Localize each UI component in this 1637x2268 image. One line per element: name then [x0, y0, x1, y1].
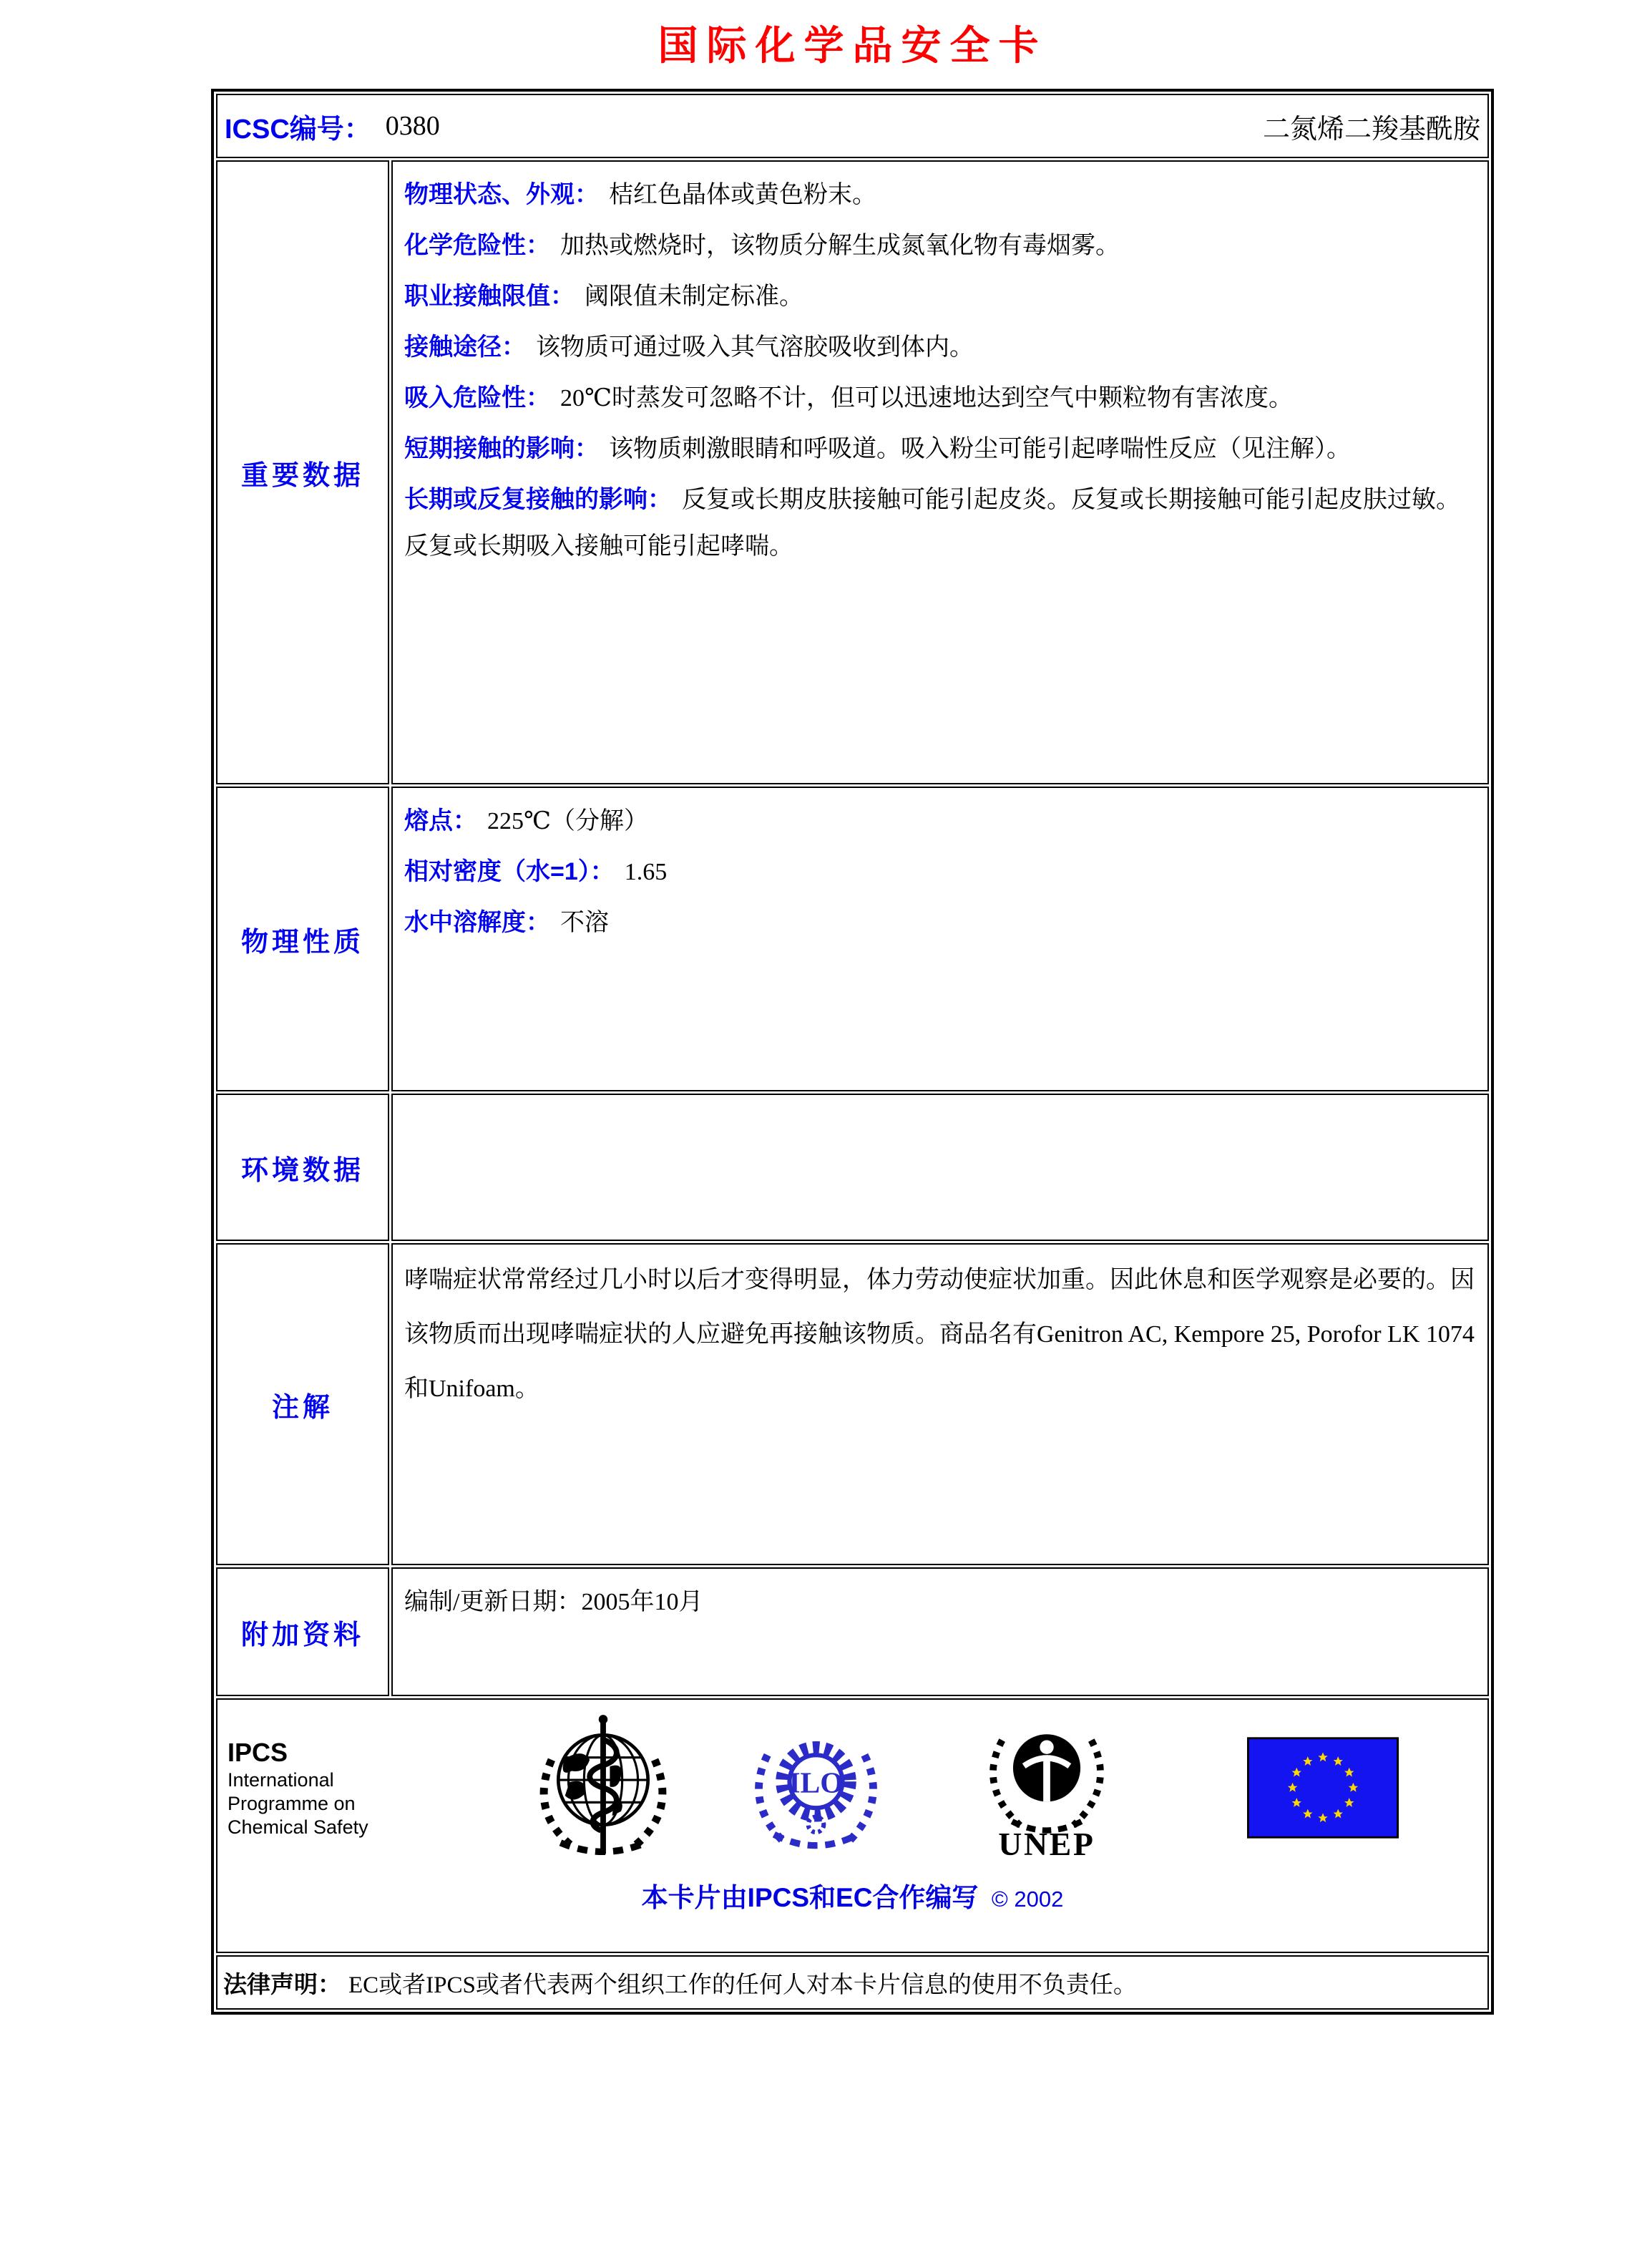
field-label: 水中溶解度：	[404, 909, 550, 936]
ipcs-text-block	[228, 1737, 428, 1839]
unep-logo-text: UNEP	[998, 1826, 1095, 1859]
cooperation-caption	[218, 1876, 1487, 1914]
physical-item	[404, 849, 1476, 895]
field-value: 阈限值未制定标准。	[585, 283, 803, 310]
icsc-table	[211, 89, 1494, 2015]
important-item	[404, 273, 1476, 320]
field-value: 反复或长期皮肤接触可能引起皮炎。反复或长期接触可能引起皮肤过敏。反复或长期吸入接触可能引起哮喘。	[404, 487, 1460, 560]
section-content-environmental-data	[391, 1094, 1489, 1241]
important-item	[404, 324, 1476, 371]
important-item	[404, 223, 1476, 269]
notes-text: 哮喘症状常常经过几小时以后才变得明显，体力劳动使症状加重。因此休息和医学观察是必要的。因该物质而出现哮喘症状的人应避免再接触该物质。商品名有Genitron AC, Kempore 25, Porofor LK 1074和Unifoam。	[404, 1267, 1475, 1402]
eu-flag-icon	[1247, 1737, 1399, 1839]
copyright-text: © 2002	[991, 1887, 1064, 1912]
additional-item	[404, 1579, 1476, 1625]
ilo-logo-icon	[750, 1722, 882, 1854]
field-value: 2005年10月	[581, 1589, 703, 1615]
section-content-notes	[391, 1243, 1489, 1565]
important-item	[404, 172, 1476, 218]
important-item	[404, 426, 1476, 472]
important-item	[404, 477, 1476, 570]
field-label: 接触途径：	[404, 334, 526, 361]
disclaimer-row	[216, 1955, 1489, 2010]
field-value: 该物质刺激眼睛和呼吸道。吸入粉尘可能引起哮喘性反应（见注解）。	[609, 436, 1351, 462]
field-label: 相对密度（水=1）：	[404, 858, 615, 885]
ipcs-line: Programme on	[228, 1792, 356, 1814]
icsc-number-label: ICSC编号：	[225, 114, 371, 145]
substance-name: 二氮烯二羧基酰胺	[1262, 114, 1480, 145]
caption-text: 本卡片由IPCS和EC合作编写	[641, 1883, 979, 1912]
field-value: 加热或燃烧时，该物质分解生成氮氧化物有毒烟雾。	[560, 233, 1120, 259]
section-label-environmental-data: 环境数据	[216, 1094, 389, 1241]
field-value: 20℃时蒸发可忽略不计，但可以迅速地达到空气中颗粒物有害浓度。	[560, 385, 1294, 412]
field-value: 1.65	[624, 859, 668, 885]
physical-item	[404, 900, 1476, 946]
icsc-number-value: 0380	[385, 111, 440, 141]
section-content-additional-info	[391, 1567, 1489, 1696]
who-logo-icon	[535, 1713, 671, 1863]
page-title: 国际化学品安全卡	[658, 23, 1047, 68]
field-label: 吸入危险性：	[404, 384, 550, 412]
header-row	[216, 94, 1489, 158]
field-value: 225℃（分解）	[487, 808, 649, 834]
field-label: 化学危险性：	[404, 232, 550, 259]
field-value: 桔红色晶体或黄色粉末。	[609, 182, 876, 208]
ipcs-acronym: IPCS	[228, 1737, 288, 1767]
field-value: 该物质可通过吸入其气溶胶吸收到体内。	[536, 334, 974, 361]
logos-row	[216, 1698, 1489, 1953]
physical-item	[404, 798, 1476, 845]
important-item	[404, 375, 1476, 422]
section-label-additional-info: 附加资料	[216, 1567, 389, 1696]
ilo-logo-text: ILO	[788, 1766, 844, 1800]
section-label-physical-properties: 物理性质	[216, 787, 389, 1091]
field-label: 物理状态、外观：	[404, 181, 599, 208]
unep-logo-icon	[982, 1716, 1111, 1859]
field-label: 职业接触限值：	[404, 283, 575, 310]
section-label-important-data: 重要数据	[216, 160, 389, 784]
field-value: 不溶	[560, 910, 609, 936]
ipcs-line: Chemical Safety	[228, 1816, 368, 1838]
disclaimer-label: 法律声明：	[223, 1970, 341, 1997]
field-label: 短期接触的影响：	[404, 435, 599, 462]
field-label: 长期或反复接触的影响：	[404, 486, 672, 513]
field-label: 编制/更新日期：	[404, 1589, 582, 1615]
ipcs-line: International	[228, 1768, 334, 1791]
section-label-notes: 注解	[216, 1243, 389, 1565]
disclaimer-text: EC或者IPCS或者代表两个组织工作的任何人对本卡片信息的使用不负责任。	[348, 1972, 1137, 1998]
field-label: 熔点：	[404, 807, 477, 834]
section-content-important-data	[391, 160, 1489, 784]
section-content-physical-properties	[391, 787, 1489, 1091]
